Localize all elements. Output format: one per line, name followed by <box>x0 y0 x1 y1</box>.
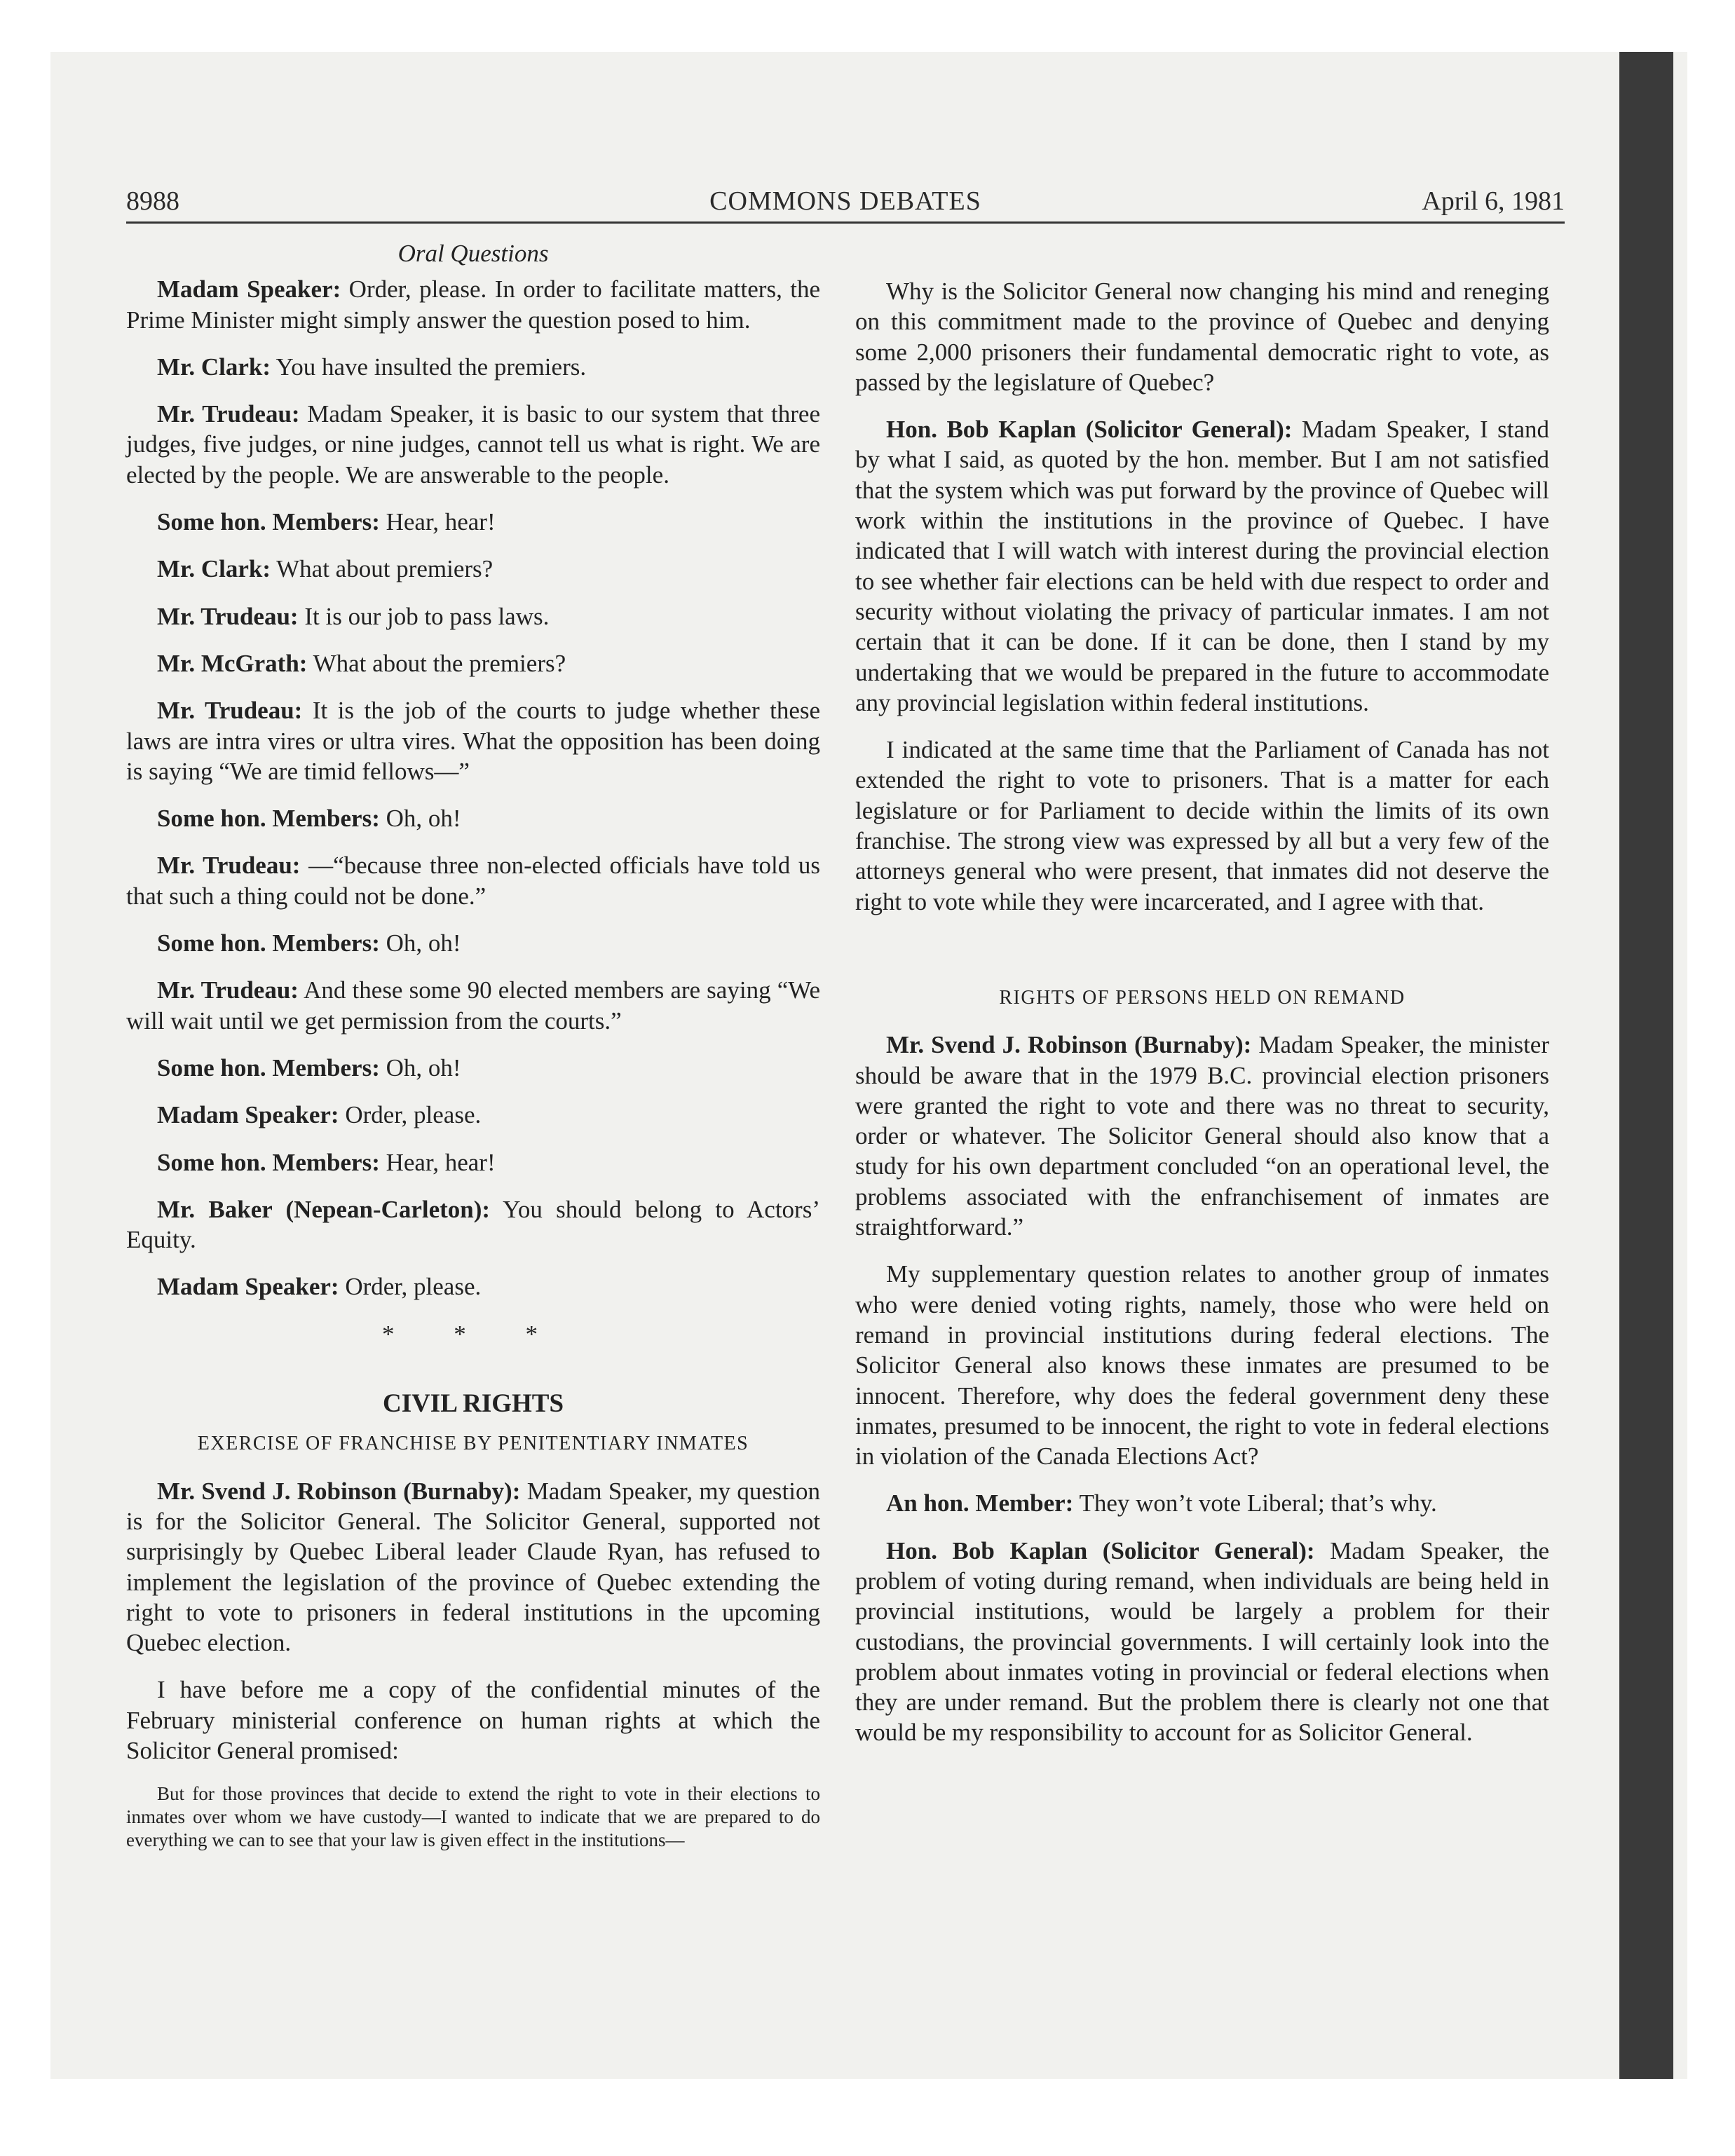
speaker-name: Some hon. Members: <box>157 805 380 833</box>
speech-text: Madam Speaker, I stand by what I said, as quoted by the hon. member. But I am not satisfied that the system which was put forward by the province of Quebec will work within the institutions in the province of Quebec. I have indicated that I will watch with interest during the provincial election to see whether fair elections can be held with due respect to order and security without violating the privacy of particular inmates. I am not certain that it can be done. If it can be done, then I stand by my undertaking that we would be prepared in the future to accommodate any provincial legislation within federal institutions. <box>855 416 1549 716</box>
speech-text: Order, please. <box>339 1273 482 1301</box>
page-number: 8988 <box>126 186 179 216</box>
debate-paragraph <box>126 1271 820 1302</box>
debate-paragraph <box>126 803 820 833</box>
speech-text: Order, please. <box>339 1101 482 1129</box>
debate-paragraph <box>126 1476 820 1658</box>
speech-text: I indicated at the same time that the Parliament of Canada has not extended the right to vote to prisoners. That is a matter for each legislature or for Parliament to decide within the limits of its own franchise. The strong view was expressed by all but a very few of the attorneys general who were present, that inmates did not deserve the right to vote while they were incarcerated, and I agree with that. <box>855 736 1549 915</box>
speech-text: —“because three non-elected officials have told us that such a thing could not be done.” <box>126 852 820 910</box>
speaker-name: Mr. Clark: <box>157 353 271 381</box>
publication-title: COMMONS DEBATES <box>709 186 981 216</box>
speaker-name: Mr. Trudeau: <box>157 852 301 880</box>
debate-paragraph <box>126 850 820 911</box>
debate-paragraph <box>126 1053 820 1083</box>
debate-paragraph <box>126 352 820 382</box>
left-paragraphs <box>126 274 820 1302</box>
debate-paragraph <box>126 1147 820 1178</box>
page-date: April 6, 1981 <box>1422 186 1565 216</box>
speaker-name: Hon. Bob Kaplan (Solicitor General): <box>886 1536 1315 1564</box>
debate-paragraph <box>855 735 1549 917</box>
speech-text: Hear, hear! <box>379 508 496 536</box>
debate-paragraph <box>126 1674 820 1766</box>
section-subheading: EXERCISE OF FRANCHISE BY PENITENTIARY INMATES <box>197 1433 749 1455</box>
speaker-name: Mr. Trudeau: <box>157 976 299 1004</box>
speech-text: They won’t vote Liberal; that’s why. <box>1073 1489 1437 1517</box>
left-paragraphs-2 <box>126 1476 820 1766</box>
speaker-name: Some hon. Members: <box>157 508 380 536</box>
section-subheading-remand: RIGHTS OF PERSONS HELD ON REMAND <box>999 986 1406 1009</box>
speech-text: What about the premiers? <box>307 649 566 677</box>
right-paragraphs <box>855 276 1549 917</box>
speech-text: Oh, oh! <box>379 1053 461 1082</box>
section-divider-stars: * * * <box>382 1320 564 1348</box>
speech-text: Madam Speaker, the minister should be aware that in the 1979 B.C. provincial election prisoners were granted the right to vote and there was no threat to security, order or whatever. The Solicitor General should also know that a study for his own department concluded “on an operational level, the problems associated with the enfranchisement of inmates are straightforward.” <box>855 1031 1549 1241</box>
speech-text: Why is the Solicitor General now changing his mind and reneging on this commitment made to the province of Quebec and denying some 2,000 prisoners their fundamental democratic right to vote, as passed by the legislature of Quebec? <box>855 278 1549 396</box>
speaker-name: Mr. Trudeau: <box>157 697 303 725</box>
debate-paragraph <box>855 1488 1549 1518</box>
speech-text: You have insulted the premiers. <box>271 353 587 381</box>
speech-text: Order, please. In order to facilitate matters, the Prime Minister might simply answer the question posed to him. <box>126 275 821 334</box>
speech-text: My supplementary question relates to another group of inmates who were denied voting rights, namely, those who were held on remand in provincial institutions during federal elections. The Solicitor General also knows these inmates are presumed to be innocent. Therefore, why does the federal government deny these inmates, presumed to be innocent, the right to vote in federal elections in violation of the Canada Elections Act? <box>855 1260 1549 1471</box>
debate-paragraph <box>126 274 820 335</box>
binding-edge <box>1619 52 1673 2079</box>
speaker-name: Mr. Clark: <box>157 555 271 583</box>
speech-text: It is our job to pass laws. <box>298 602 550 630</box>
speech-text: It is the job of the courts to judge whether these laws are intra vires or ultra vires. What the opposition has been doing is saying “We are timid fellows—” <box>126 697 821 785</box>
speaker-name: Some hon. Members: <box>157 1053 380 1082</box>
speech-text: Hear, hear! <box>379 1148 496 1176</box>
section-label: Oral Questions <box>397 240 549 267</box>
debate-paragraph <box>126 928 820 958</box>
left-column <box>126 238 820 1869</box>
debate-paragraph <box>855 1536 1549 1748</box>
speaker-name: Some hon. Members: <box>157 929 380 957</box>
speaker-name: Madam Speaker: <box>157 1101 339 1129</box>
debate-paragraph <box>126 399 820 490</box>
speech-text: You should belong to Actors’ Equity. <box>126 1195 820 1254</box>
speaker-name: Mr. Svend J. Robinson (Burnaby): <box>886 1031 1252 1059</box>
speaker-name: Mr. Trudeau: <box>157 602 299 630</box>
speech-text: Madam Speaker, my question is for the Solicitor General. The Solicitor General, supported not surprisingly by Quebec Liberal leader Claude Ryan, has refused to implement the legislation of the province of Quebec extending the right to vote to prisoners in federal institutions in the upcoming Quebec election. <box>126 1477 820 1657</box>
debate-paragraph <box>126 507 820 537</box>
speaker-name: Hon. Bob Kaplan (Solicitor General): <box>886 416 1293 444</box>
speech-text: Oh, oh! <box>379 805 461 833</box>
debate-paragraph <box>126 1194 820 1255</box>
debate-paragraph <box>126 1100 820 1130</box>
speaker-name: Madam Speaker: <box>157 1273 339 1301</box>
debate-paragraph <box>126 695 820 786</box>
speaker-name: Madam Speaker: <box>157 275 341 303</box>
speaker-name: Mr. Svend J. Robinson (Burnaby): <box>157 1477 521 1505</box>
debate-paragraph <box>126 601 820 632</box>
debate-paragraph <box>855 1259 1549 1471</box>
debate-paragraph <box>855 1030 1549 1242</box>
speech-text: And these some 90 elected members are saying “We will wait until we get permission from the courts.” <box>126 976 820 1035</box>
speaker-name: Mr. Baker (Nepean-Carleton): <box>157 1195 491 1223</box>
speech-text: Madam Speaker, it is basic to our system that three judges, five judges, or nine judges, cannot tell us what is right. We are elected by the people. We are answerable to the people. <box>126 400 820 489</box>
right-column <box>855 238 1549 1765</box>
block-quote: But for those provinces that decide to extend the right to vote in their elections to inmates over whom we have custody—I wanted to indicate that we are prepared to do everything we can to see that your law is given effect in the institutions— <box>126 1783 820 1851</box>
speech-text: I have before me a copy of the confidential minutes of the February ministerial conference on human rights at which the Solicitor General promised: <box>126 1676 820 1764</box>
debate-paragraph <box>855 276 1549 397</box>
speaker-name: An hon. Member: <box>886 1489 1074 1517</box>
debate-paragraph <box>126 554 820 584</box>
section-heading: CIVIL RIGHTS <box>382 1389 564 1419</box>
speech-text: Oh, oh! <box>379 929 461 957</box>
speaker-name: Mr. Trudeau: <box>157 400 300 428</box>
debate-paragraph <box>126 975 820 1036</box>
speech-text: What about premiers? <box>271 555 494 583</box>
debate-paragraph <box>126 648 820 678</box>
speaker-name: Mr. McGrath: <box>157 649 308 677</box>
right-paragraphs-2 <box>855 1030 1549 1748</box>
debate-paragraph <box>855 414 1549 718</box>
speech-text: Madam Speaker, the problem of voting during remand, when individuals are being held in provincial institutions, would be largely a problem for their custodians, the provincial governments. I will certainly look into the problem about inmates voting in provincial or federal elections when they are under remand. But the problem there is clearly not one that would be my responsibility to account for as Solicitor General. <box>855 1536 1549 1747</box>
speaker-name: Some hon. Members: <box>157 1148 380 1176</box>
page-header <box>126 184 1565 224</box>
